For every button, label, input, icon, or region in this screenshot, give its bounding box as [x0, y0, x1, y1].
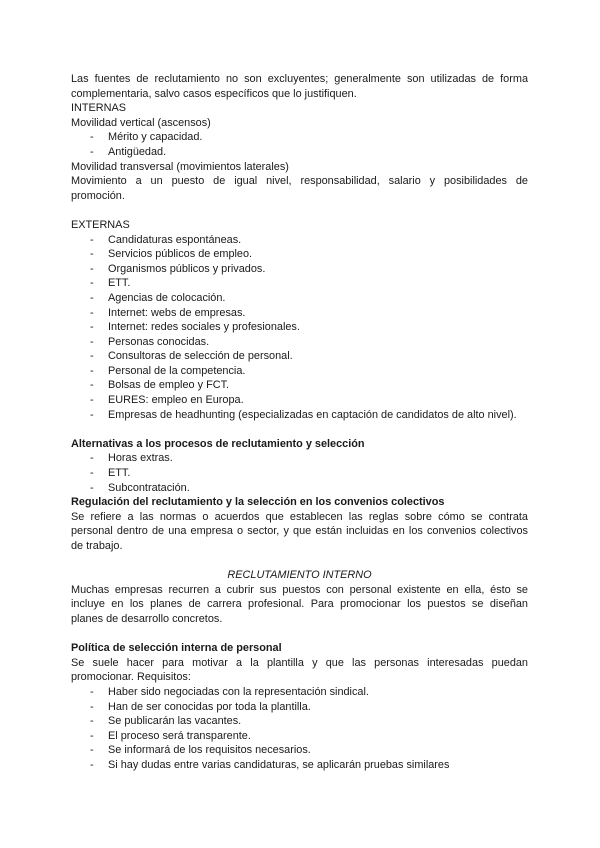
list-item: - Personas conocidas. — [71, 335, 528, 350]
movilidad-transversal-desc-1: Movimiento a un puesto de igual nivel, responsabilidad, salario y posibilidades de — [71, 175, 528, 188]
externas-heading: EXTERNAS — [71, 218, 130, 231]
politica-requisitos-list — [71, 685, 528, 773]
list-item: - Candidaturas espontáneas. — [71, 233, 528, 248]
intro-line-2: complementaria, salvo casos específicos que lo justifiquen. — [71, 87, 357, 100]
list-item: - Empresas de headhunting (especializadas en captación de candidatos de alto nivel). — [71, 408, 528, 423]
list-item: - Haber sido negociadas con la representación sindical. — [71, 685, 528, 700]
list-item: - Servicios públicos de empleo. — [71, 247, 528, 262]
list-item: - Mérito y capacidad. — [71, 130, 528, 145]
document-page — [71, 72, 528, 773]
list-item: - Organismos públicos y privados. — [71, 262, 528, 277]
list-item: - Se publicarán las vacantes. — [71, 714, 528, 729]
reclutamiento-interno-title: RECLUTAMIENTO INTERNO — [227, 569, 372, 582]
regulacion-line-1: Se refiere a las normas o acuerdos que establecen las reglas sobre cómo se contrata — [71, 510, 528, 523]
movilidad-transversal-desc-2: promoción. — [71, 189, 125, 202]
list-item: - Internet: webs de empresas. — [71, 306, 528, 321]
list-item: - EURES: empleo en Europa. — [71, 393, 528, 408]
list-item: - Horas extras. — [71, 451, 528, 466]
reclutamiento-interno-line-1: Muchas empresas recurren a cubrir sus puestos con personal existente en ella, ésto se — [71, 583, 528, 596]
list-item: - ETT. — [71, 466, 528, 481]
regulacion-line-3: de trabajo. — [71, 540, 123, 552]
list-item: - Personal de la competencia. — [71, 364, 528, 379]
list-item: - Se informará de los requisitos necesarios. — [71, 743, 528, 758]
politica-line-2: promocionar. Requisitos: — [71, 671, 191, 684]
list-item: - Internet: redes sociales y profesionales. — [71, 320, 528, 335]
list-item: - Si hay dudas entre varias candidaturas, se aplicarán pruebas similares — [71, 758, 528, 773]
regulacion-heading: Regulación del reclutamiento y la selección en los convenios colectivos — [71, 496, 445, 509]
list-item: - Antigüedad. — [71, 145, 528, 160]
list-item: - Bolsas de empleo y FCT. — [71, 378, 528, 393]
reclutamiento-interno-line-2: incluye en los planes de carrera profesional. Para promocionar los puestos se diseñan — [71, 598, 528, 611]
list-item: - Consultoras de selección de personal. — [71, 349, 528, 364]
movilidad-vertical-title: Movilidad vertical (ascensos) — [71, 116, 211, 129]
list-item: - Han de ser conocidas por toda la plantilla. — [71, 700, 528, 715]
regulacion-line-2: personal dentro de una empresa o sector, y que están incluidas en los convenios colectivos — [71, 525, 528, 538]
list-item: - Agencias de colocación. — [71, 291, 528, 306]
list-item: - ETT. — [71, 276, 528, 291]
politica-line-1: Se suele hacer para motivar a la plantilla y que las personas interesadas puedan — [71, 656, 528, 669]
internas-heading: INTERNAS — [71, 102, 127, 115]
movilidad-transversal-title: Movilidad transversal (movimientos laterales) — [71, 160, 289, 173]
intro-line-1: Las fuentes de reclutamiento no son excluyentes; generalmente son utilizadas de forma — [71, 73, 528, 85]
alternativas-list — [71, 451, 528, 495]
movilidad-vertical-list — [71, 130, 528, 159]
alternativas-heading: Alternativas a los procesos de reclutamiento y selección — [71, 437, 365, 450]
politica-heading: Política de selección interna de personal — [71, 642, 282, 655]
reclutamiento-interno-line-3: planes de desarrollo concretos. — [71, 612, 223, 625]
list-item: - El proceso será transparente. — [71, 729, 528, 744]
list-item: - Subcontratación. — [71, 481, 528, 496]
externas-list — [71, 233, 528, 423]
